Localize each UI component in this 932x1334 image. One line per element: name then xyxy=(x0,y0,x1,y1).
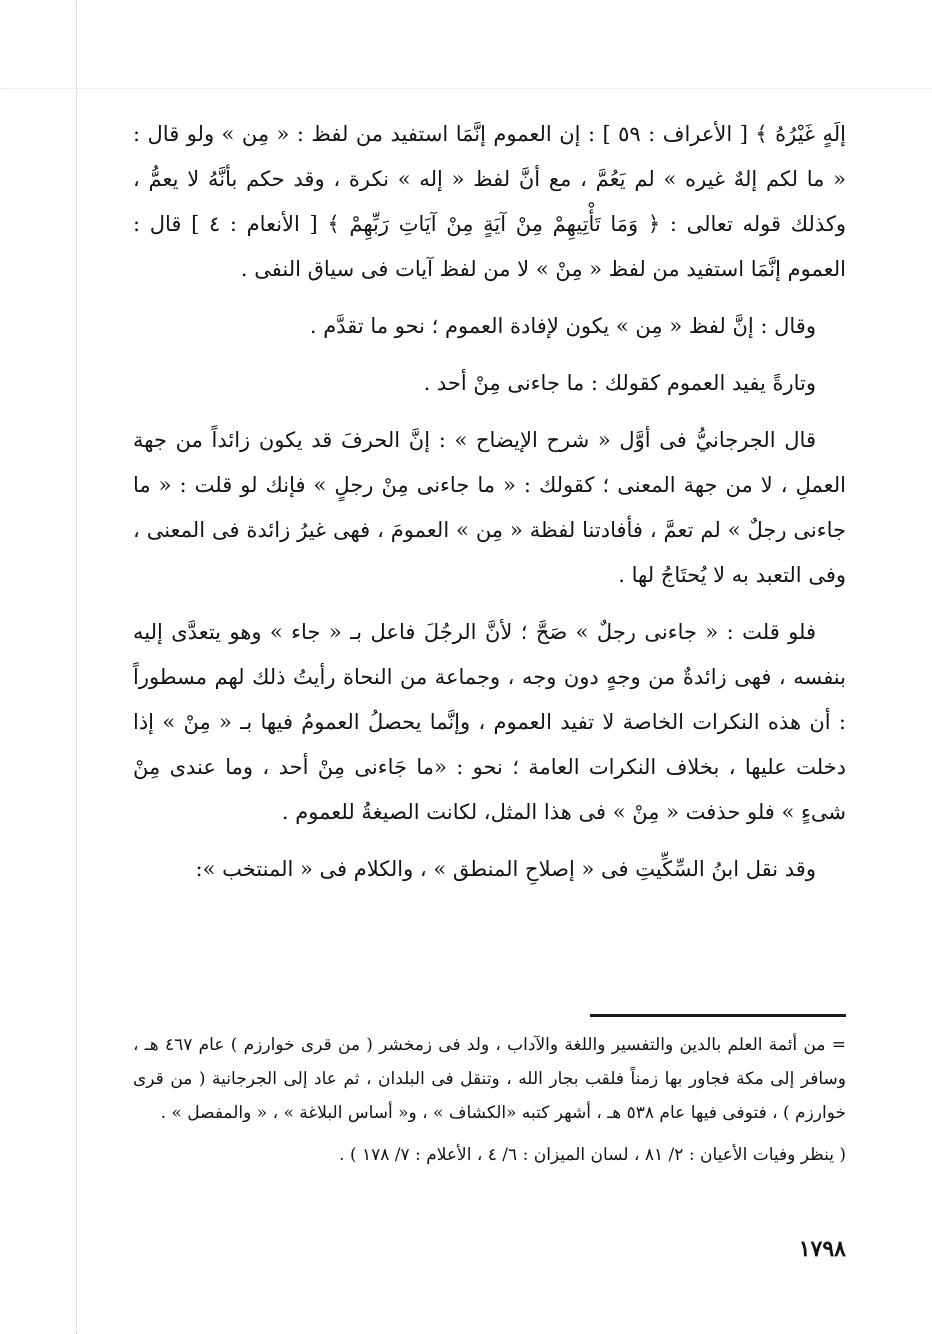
paragraph-2: وقال : إنَّ لفظ « مِن » يكون لإفادة العموم ؛ نحو ما تقدَّم . xyxy=(309,314,816,338)
footnote-text: = من أئمة العلم بالدين والتفسير واللغة والآداب ، ولد فى زمخشر ( من قرى خوارزم ) عام ٤٦٧ هـ ، وسافر إلى مكة فجاور بها زمناً فلقب بجار الله ، وتنقل فى البلدان ، ثم عاد إلى الجرجانية ( من قرى خوارزم ) ، فتوفى فيها عام ٥٣٨ هـ ، أشهر كتبه «الكشاف » ، و« أساس البلاغة » ، « والمفصل » . xyxy=(133,1035,846,1123)
paragraph-5: فلو قلت : « جاءنى رجلٌ » صَحَّ ؛ لأنَّ الرجُلَ فاعل بـ « جاء » وهو يتعدَّى إليه بنفسه ، فهى زائدةٌ من وجهٍ دون وجه ، وجماعة من النحاة رأيتُ ذلك لهم مسطوراً : أن هذه النكرات الخاصة لا تفيد العموم ، وإنَّما يحصلُ العمومُ فيها بـ « مِنْ » إذا دخلت عليها ، بخلاف النكرات العامة ؛ نحو : «ما جَاءنى مِنْ أحد ، وما عندى مِنْ شىءٍ » فلو حذفت « مِنْ » فى هذا المثل، لكانت الصيغةُ للعموم . xyxy=(133,620,846,824)
paragraph-6: وقد نقل ابنُ السِّكِّيتِ فى « إصلاحِ المنطق » ، والكلام فى « المنتخب »: xyxy=(195,857,816,881)
page-number: ١٧٩٨ xyxy=(798,1236,846,1262)
paragraph-1: إلَهٍ غَيْرُهُ ﴾ [ الأعراف : ٥٩ ] : إن العموم إنَّمَا استفيد من لفظ : « مِن » ولو قال : « ما لكم إلهٌ غيره » لم يَعُمَّ ، مع أنَّ لفظ « إله » نكرة ، وقد حكم بأنَّهُ لا يعمُّ ، وكذلك قوله تعالى : ﴿ وَمَا تَأْتِيهِمْ مِنْ آيَةٍ مِنْ آيَاتِ رَبِّهِمْ ﴾ [ الأنعام : ٤ ] قال : العموم إنَّمَا استفيد من لفظ « مِنْ » لا من لفظ آيات فى سياق النفى . xyxy=(133,122,846,281)
paragraph-4: قال الجرجانيُّ فى أوَّل « شرح الإيضاح » : إنَّ الحرفَ قد يكون زائداً من جهة العملِ ، لا من جهة المعنى ؛ كقولك : « ما جاءنى مِنْ رجلٍ » فإنك لو قلت : « ما جاءنى رجلٌ » لم تعمَّ ، فأفادتنا لفظة « مِن » العمومَ ، فهى غيرُ زائدة فى المعنى ، وفى التعبد به لا يُحتَاجُ لها . xyxy=(133,428,846,587)
main-text xyxy=(133,112,846,904)
footnote-reference: ( ينظر وفيات الأعيان : ٢/ ٨١ ، لسان الميزان : ٦/ ٤ ، الأعلام : ٧/ ١٧٨ ) . xyxy=(339,1145,846,1165)
left-margin-dotted-line xyxy=(76,0,77,1334)
footnote-separator xyxy=(590,1014,846,1017)
top-margin-dotted-line xyxy=(0,88,932,89)
footnote xyxy=(133,1028,846,1172)
paragraph-3: وتارةً يفيد العموم كقولك : ما جاءنى مِنْ أحد . xyxy=(423,371,816,395)
